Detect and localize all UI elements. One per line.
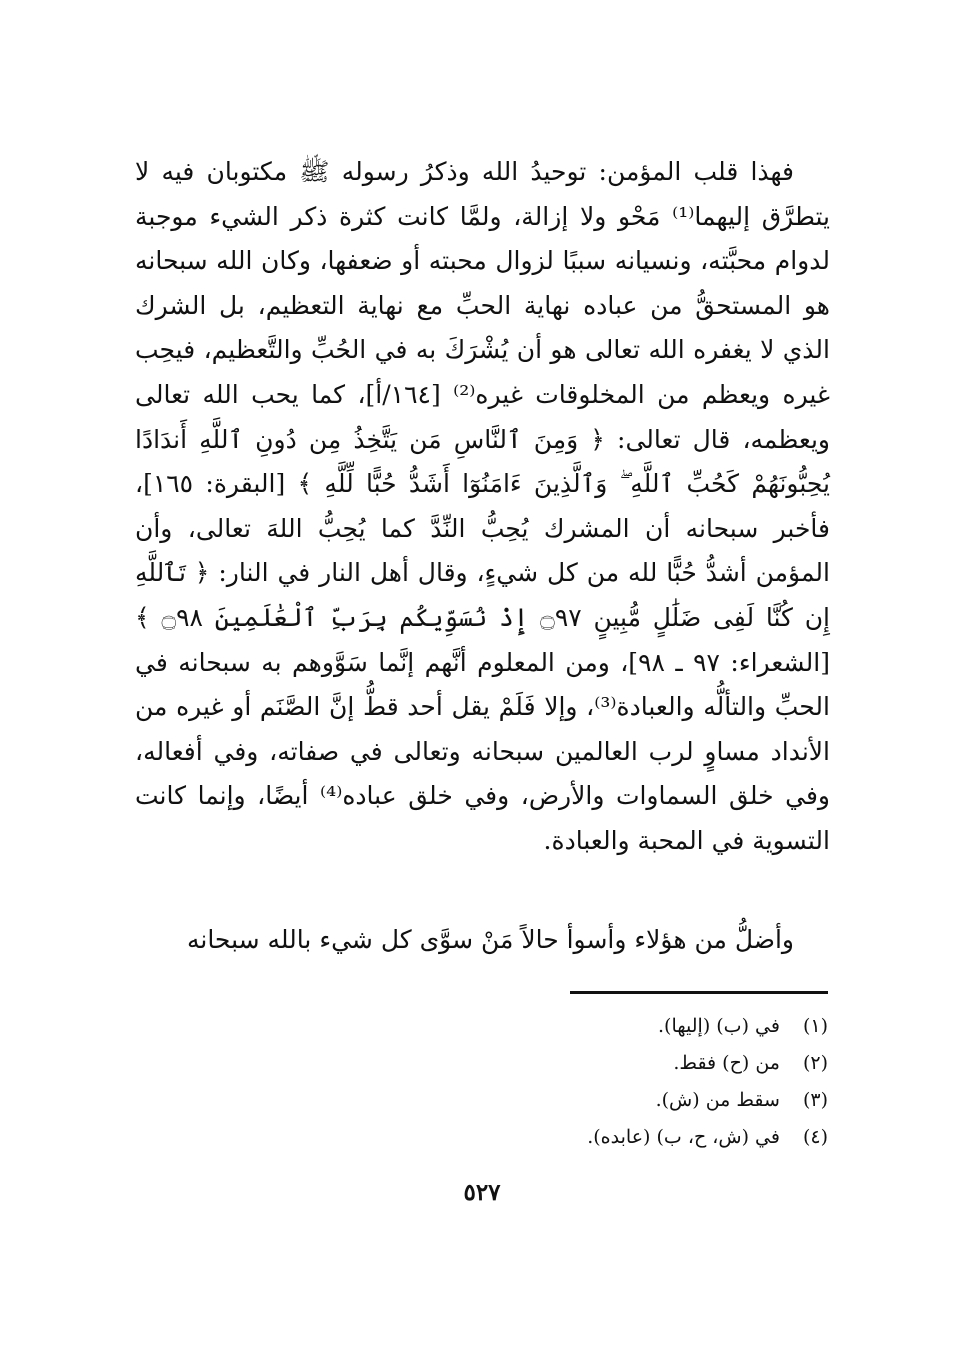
footnote-number: (١) xyxy=(802,1015,828,1037)
footnotes-list xyxy=(400,1008,828,1156)
footnote-text: من (ح) فقط. xyxy=(673,1052,780,1074)
footnote-item xyxy=(400,1082,828,1119)
footnote-number: (٢) xyxy=(802,1052,828,1074)
footnote-item xyxy=(400,1119,828,1156)
main-paragraph: فهذا قلب المؤمن: توحيدُ الله وذكرُ رسوله ﷺ مكتوبان فيه لا يتطرَّق إليهما⁽¹⁾ مَحْو ولا إزالة، ولمَّا كانت كثرة ذكر الشيء موجبة لدوام محبَّته، ونسيانه سببًا لزوال محبته أو ضعفها، وكان الله سبحانه هو المستحقُّ من عباده نهاية الحبِّ مع نهاية التعظيم، بل الشرك الذي لا يغفره الله تعالى هو أن يُشْرَكَ به في الحُبِّ والتَّعظيم، فيحِب غيره ويعظم من المخلوقات غيره⁽²⁾ [١٦٤/أ]، كما يحب الله تعالى ويعظمه، قال تعالى: ﴿ وَمِنَ ٱلنَّاسِ مَن يَتَّخِذُ مِن دُونِ ٱللَّهِ أَندَادًا يُحِبُّونَهُمْ كَحُبِّ ٱللَّهِ ۖ وَٱلَّذِينَ ءَامَنُوٓا أَشَدُّ حُبًّا لِّلَّهِ ﴾ [البقرة: ١٦٥]، فأخبر سبحانه أن المشرك يُحِبُّ النِّدَّ كما يُحِبُّ اللهَ تعالى، وأن المؤمن أشدُّ حُبًّا لله من كل شيءٍ، وقال أهل النار في النار: ﴿ تَٱللَّهِ إِن كُنَّا لَفِى ضَلَٰلٍ مُّبِينٍ ۝٩٧ إِذْ نُسَوِّيكُم بِرَبِّ ٱلْعَٰلَمِينَ ۝٩٨ ﴾ [الشعراء: ٩٧ ـ ٩٨]، ومن المعلوم أنَّهم إنَّما سَوَّوهم به سبحانه في الحبِّ والتألُّه والعبادة⁽³⁾، وإلا فَلَمْ يقل أحد قطُّ إنَّ الصَّنَم أو غيره من الأنداد مساوٍ لرب العالمين سبحانه وتعالى في صفاته، وفي أفعاله، وفي خلق السماوات والأرض، وفي خلق عباده⁽⁴⁾ أيضًا، وإنما كانت التسوية في المحبة والعبادة. xyxy=(135,157,831,855)
footnote-number: (٤) xyxy=(802,1126,828,1148)
footnote-text: سقط من (ش). xyxy=(655,1089,780,1111)
footnote-item xyxy=(400,1045,828,1082)
footnote-separator xyxy=(570,991,828,994)
closing-line: وأضلُّ من هؤلاء وأسوأ حالاً مَنْ سوَّى كل شيء بالله سبحانه xyxy=(186,925,794,954)
page-number: ٥٢٧ xyxy=(463,1179,501,1206)
footnote-number: (٣) xyxy=(802,1089,828,1111)
footnote-text: في (ش، ح، ب) (عابده). xyxy=(587,1126,780,1148)
footnote-text: في (ب) (إليها). xyxy=(658,1015,780,1037)
footnote-item xyxy=(400,1008,828,1045)
main-text-block xyxy=(135,150,830,864)
